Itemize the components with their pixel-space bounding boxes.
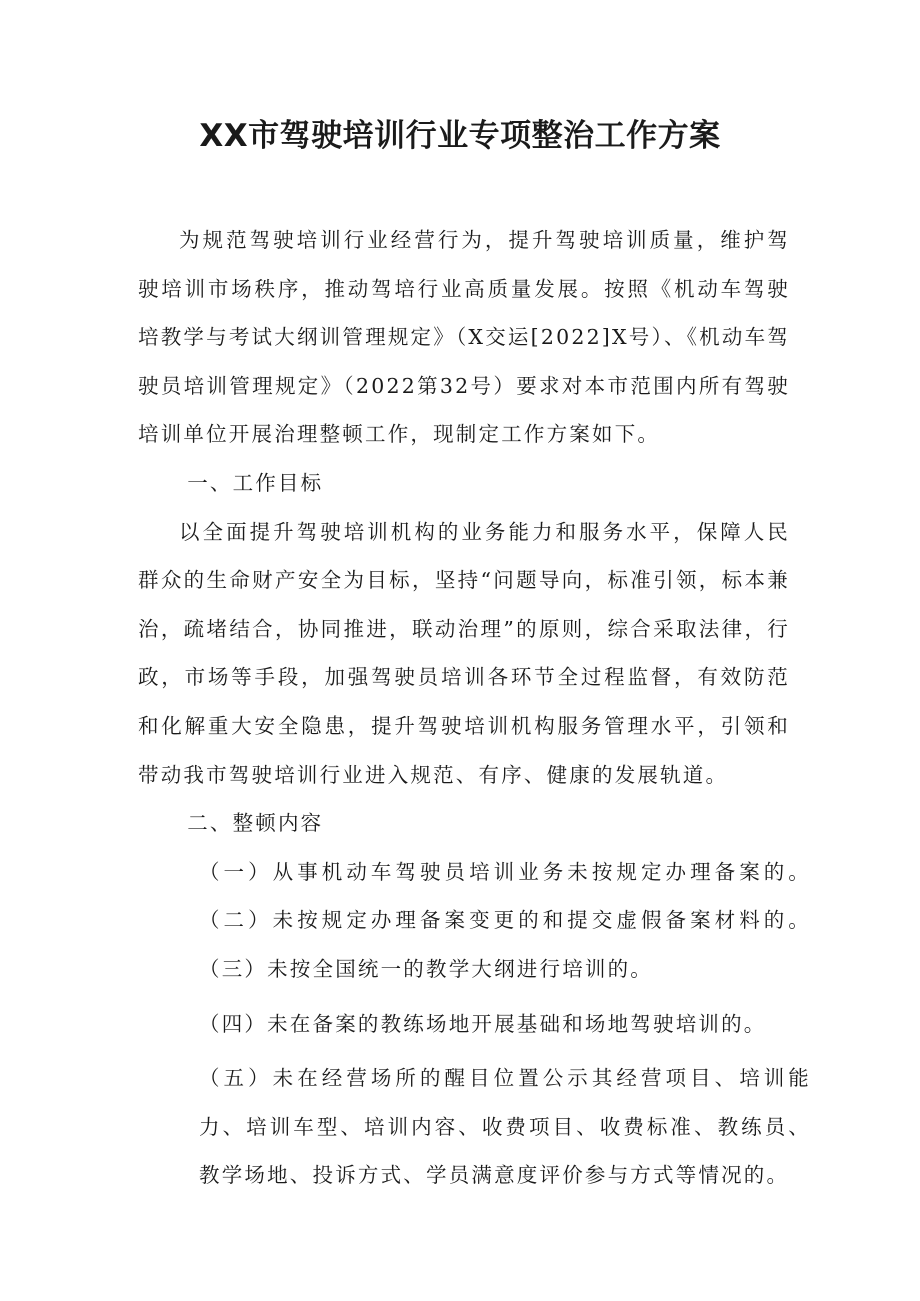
goals-paragraph: 以全面提升驾驶培训机构的业务能力和服务水平，保障人民群众的生命财产安全为目标，坚持“问题导向，标准引领，标本兼治，疏堵结合，协同推进，联动治理”的原则，综合采取法律，行政，市场等手段，加强驾驶员培训各环节全过程监督，有效防范和化解重大安全隐患，提升驾驶培训机构服务管理水平，引领和带动我市驾驶培训行业进入规范、有序、健康的发展轨道。 — [138, 519, 790, 787]
content-item-5: （五）未在经营场所的醒目位置公示其经营项目、培训能力、培训车型、培训内容、收费项目、收费标准、教练员、教学场地、投诉方式、学员满意度评价参与方式等情况的。 — [199, 1066, 811, 1188]
content-item-4: （四）未在备案的教练场地开展基础和场地驾驶培训的。 — [199, 1011, 767, 1036]
document-title: XX市驾驶培训行业专项整治工作方案 — [199, 118, 721, 154]
content-item-1-3: （一）从事机动车驾驶员培训业务未按规定办理备案的。（二）未按规定办理备案变更的和提交虚假备案材料的。（三）未按全国统一的教学大纲进行培训的。 — [199, 859, 811, 981]
document-body — [138, 216, 811, 1200]
intro-paragraph: 为规范驾驶培训行业经营行为，提升驾驶培训质量，维护驾驶培训市场秩序，推动驾培行业高质量发展。按照《机动车驾驶培教学与考试大纲训管理规定》（X交运[2022]X号）、《机动车驾驶员培训管理规定》（2022第32号）要求对本市范围内所有驾驶培训单位开展治理整顿工作，现制定工作方案如下。 — [138, 228, 790, 447]
section-heading-content: 二、整顿内容 — [187, 811, 324, 836]
section-heading-goals: 一、工作目标 — [187, 470, 324, 495]
